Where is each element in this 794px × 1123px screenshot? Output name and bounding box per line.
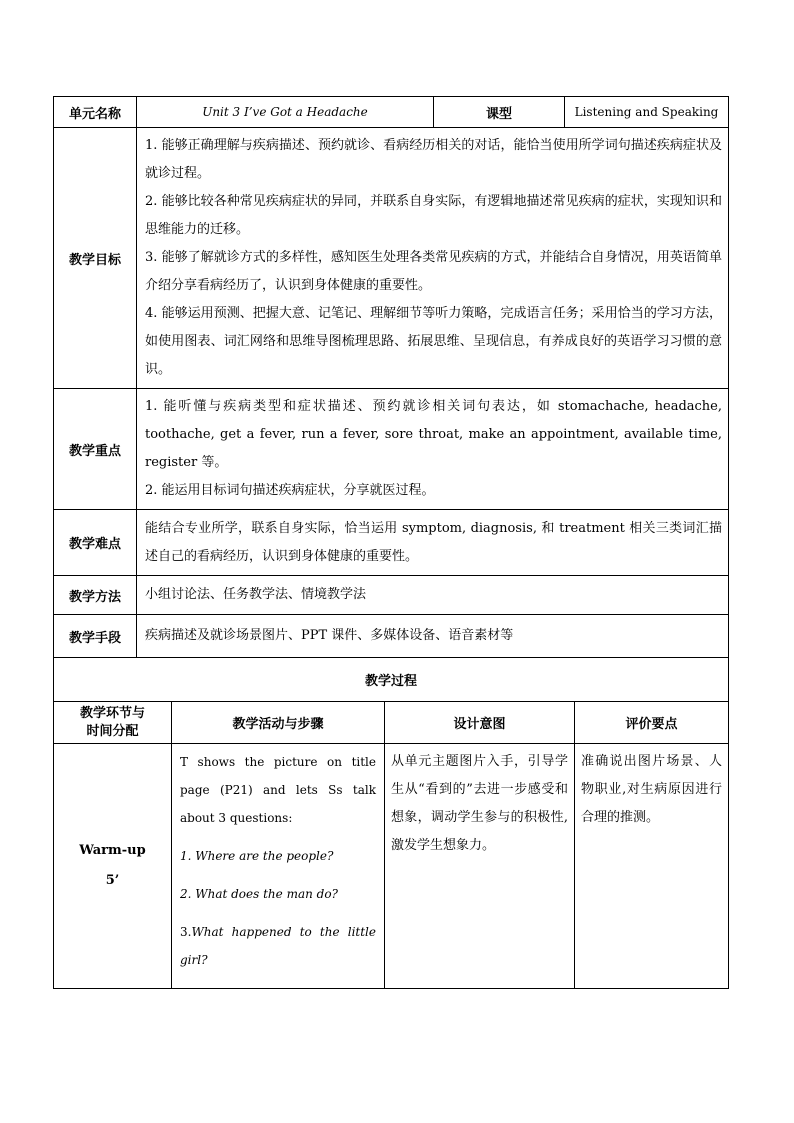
question-1: 1. Where are the people? bbox=[180, 849, 334, 863]
lesson-info-table bbox=[53, 96, 729, 658]
warmup-row bbox=[54, 744, 729, 989]
stage-cell bbox=[54, 744, 172, 989]
activity-intro: T shows the picture on title page (P21) and lets Ss talk about 3 questions: bbox=[180, 755, 376, 825]
process-title: 教学过程 bbox=[54, 658, 729, 702]
lesson-plan bbox=[53, 96, 728, 989]
methods-row bbox=[54, 576, 729, 615]
difficulties-content: 能结合专业所学，联系自身实际，恰当运用 symptom, diagnosis, 和 treatment 相关三类词汇描述自己的看病经历，认识到身体健康的重要性。 bbox=[137, 510, 729, 576]
unit-value: Unit 3 I’ve Got a Headache bbox=[137, 97, 434, 128]
question-2: 2. What does the man do? bbox=[180, 887, 338, 901]
means-content: 疾病描述及就诊场景图片、PPT 课件、多媒体设备、语音素材等 bbox=[137, 615, 729, 658]
type-value: Listening and Speaking bbox=[565, 97, 729, 128]
unit-row bbox=[54, 97, 729, 128]
key-point-item: 2. 能运用目标词句描述疾病症状，分享就医过程。 bbox=[145, 483, 435, 498]
question-3 bbox=[180, 918, 376, 974]
difficulties-row bbox=[54, 510, 729, 576]
process-header-row bbox=[54, 702, 729, 744]
key-point-item: 1. 能听懂与疾病类型和症状描述、预约就诊相关词句表达，如 stomachache, headache, toothache, get a fever, run a fever, sore throat, make an appointment, available time, register 等。 bbox=[145, 399, 722, 470]
evaluation-cell: 准确说出图片场景、人物职业,对生病原因进行合理的推测。 bbox=[575, 744, 729, 989]
means-row bbox=[54, 615, 729, 658]
objective-item: 2. 能够比较各种常见疾病症状的异同，并联系自身实际，有逻辑地描述常见疾病的症状，实现知识和思维能力的迁移。 bbox=[145, 194, 722, 237]
methods-content: 小组讨论法、任务教学法、情境教学法 bbox=[137, 576, 729, 615]
col-evaluation-header: 评价要点 bbox=[575, 702, 729, 744]
means-label: 教学手段 bbox=[54, 615, 137, 658]
col-intent-header: 设计意图 bbox=[385, 702, 575, 744]
objectives-content bbox=[137, 128, 729, 389]
unit-label: 单元名称 bbox=[54, 97, 137, 128]
question-3-text: What happened to the little girl? bbox=[180, 925, 376, 967]
difficulties-label: 教学难点 bbox=[54, 510, 137, 576]
objective-item: 4. 能够运用预测、把握大意、记笔记、理解细节等听力策略，完成语言任务；采用恰当的学习方法，如使用图表、词汇网络和思维导图梳理思路、拓展思维、呈现信息，有养成良好的英语学习习惯的意识。 bbox=[145, 306, 722, 377]
stage-name: Warm-up bbox=[79, 843, 146, 858]
objective-item: 1. 能够正确理解与疾病描述、预约就诊、看病经历相关的对话，能恰当使用所学词句描述疾病症状及就诊过程。 bbox=[145, 138, 722, 181]
objectives-row bbox=[54, 128, 729, 389]
key-points-row bbox=[54, 389, 729, 510]
key-points-content bbox=[137, 389, 729, 510]
type-label: 课型 bbox=[434, 97, 565, 128]
col-stage-header-line: 教学环节与 bbox=[79, 705, 145, 721]
col-stage-header bbox=[54, 702, 172, 744]
key-points-label: 教学重点 bbox=[54, 389, 137, 510]
objective-item: 3. 能够了解就诊方式的多样性，感知医生处理各类常见疾病的方式，并能结合自身情况，用英语简单介绍分享看病经历了，认识到身体健康的重要性。 bbox=[145, 250, 722, 293]
activity-cell bbox=[172, 744, 385, 989]
col-stage-header-line: 时间分配 bbox=[86, 723, 139, 739]
intent-cell: 从单元主题图片入手，引导学生从“看到的”去进一步感受和想象，调动学生参与的积极性,激发学生想象力。 bbox=[385, 744, 575, 989]
question-3-number: 3. bbox=[180, 925, 192, 939]
methods-label: 教学方法 bbox=[54, 576, 137, 615]
objectives-label: 教学目标 bbox=[54, 128, 137, 389]
process-table bbox=[53, 657, 729, 989]
col-activity-header: 教学活动与步骤 bbox=[172, 702, 385, 744]
stage-time: 5’ bbox=[105, 873, 120, 888]
